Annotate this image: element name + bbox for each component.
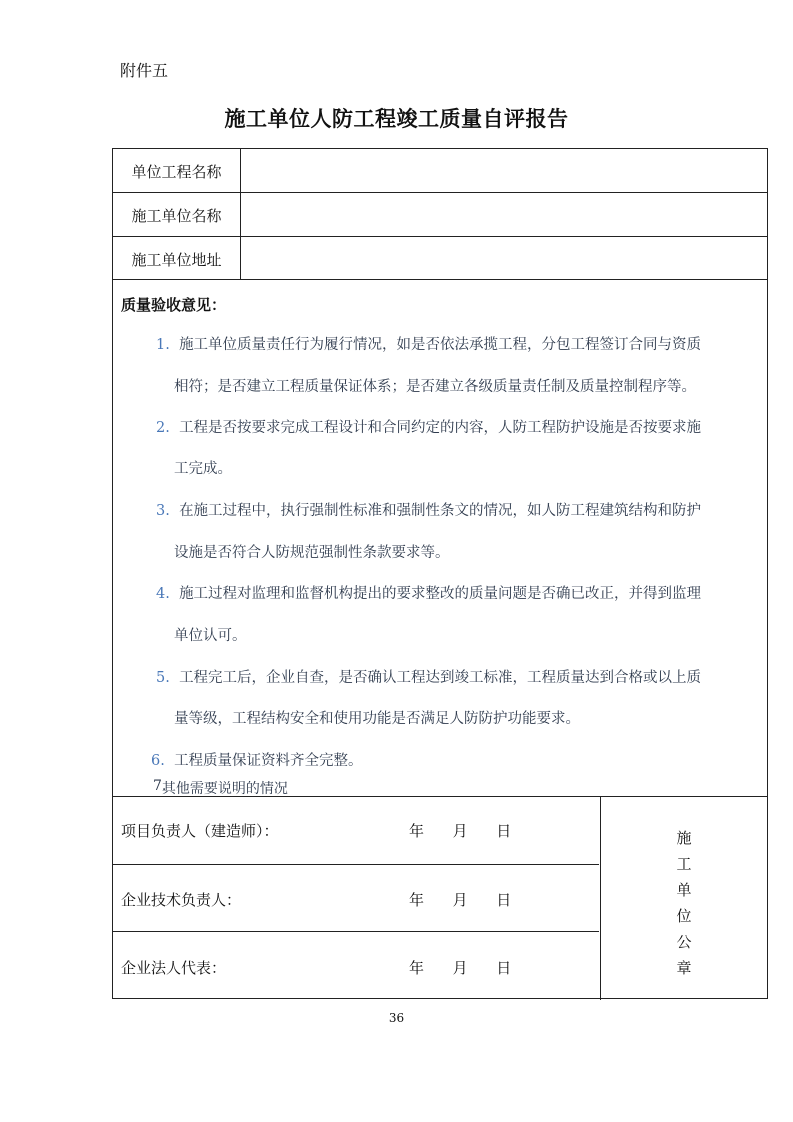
signature-date-technical-lead: 年 月 日 — [409, 891, 512, 909]
row-divider — [113, 279, 767, 280]
item-number: 2. — [156, 420, 170, 436]
item-text: 工程是否按要求完成工程设计和合同约定的内容，人防工程防护设施是否按要求施 — [179, 420, 702, 436]
row-divider — [113, 931, 599, 932]
row-divider — [113, 864, 599, 865]
report-table — [112, 148, 768, 999]
info-label-company-address: 施工单位地址 — [131, 251, 222, 269]
row-divider — [113, 236, 767, 237]
attachment-label: 附件五 — [120, 61, 169, 80]
opinion-item-2 — [156, 416, 701, 437]
signature-section-divider — [113, 796, 767, 797]
page-number: 36 — [388, 1011, 405, 1025]
item-text: 施工过程对监理和监督机构提出的要求整改的质量问题是否确已改正，并得到监理 — [179, 586, 702, 602]
opinion-item-3 — [156, 499, 701, 520]
opinion-item-6 — [151, 749, 363, 770]
opinion-item-4-cont: 单位认可。 — [174, 628, 247, 644]
item-number: 3. — [156, 503, 170, 519]
row-divider — [113, 192, 767, 193]
opinion-item-5-cont: 量等级，工程结构安全和使用功能是否满足人防防护功能要求。 — [174, 711, 580, 727]
page-title: 施工单位人防工程竣工质量自评报告 — [224, 107, 569, 131]
item-text: 工程质量保证资料齐全完整。 — [174, 753, 363, 769]
item-text: 工程完工后，企业自查，是否确认工程达到竣工标准，工程质量达到合格或以上质 — [179, 670, 702, 686]
signature-date-legal-rep: 年 月 日 — [409, 959, 512, 977]
item-number: 4. — [156, 586, 170, 602]
opinion-item-3-cont: 设施是否符合人防规范强制性条款要求等。 — [174, 545, 450, 561]
opinion-item-5 — [156, 666, 701, 687]
opinion-item-1-cont: 相符；是否建立工程质量保证体系；是否建立各级质量责任制及质量控制程序等。 — [174, 379, 696, 395]
signature-label-project-manager: 项目负责人（建造师）： — [121, 822, 279, 840]
opinion-heading: 质量验收意见： — [121, 296, 227, 314]
item-number: 5. — [156, 670, 170, 686]
info-column-divider — [240, 149, 241, 279]
item-number: 1. — [156, 337, 170, 353]
signature-date-project-manager: 年 月 日 — [409, 822, 512, 840]
opinion-item-4 — [156, 582, 701, 603]
company-seal-label: 施 工 单 位 公 章 — [676, 829, 692, 977]
signature-label-technical-lead: 企业技术负责人： — [121, 891, 242, 909]
item-text: 施工单位质量责任行为履行情况，如是否依法承揽工程，分包工程签订合同与资质 — [179, 337, 702, 353]
info-label-company-name: 施工单位名称 — [131, 207, 222, 225]
item-number: 6. — [151, 753, 165, 769]
item-text: 在施工过程中，执行强制性标准和强制性条文的情况，如人防工程建筑结构和防护 — [179, 503, 702, 519]
opinion-item-2-cont: 工完成。 — [174, 461, 232, 477]
info-label-project-name: 单位工程名称 — [131, 163, 222, 181]
opinion-item-7: 7. 其他需要说明的情况 — [153, 778, 288, 797]
opinion-item-1 — [156, 333, 701, 354]
signature-label-legal-rep: 企业法人代表： — [121, 959, 227, 977]
